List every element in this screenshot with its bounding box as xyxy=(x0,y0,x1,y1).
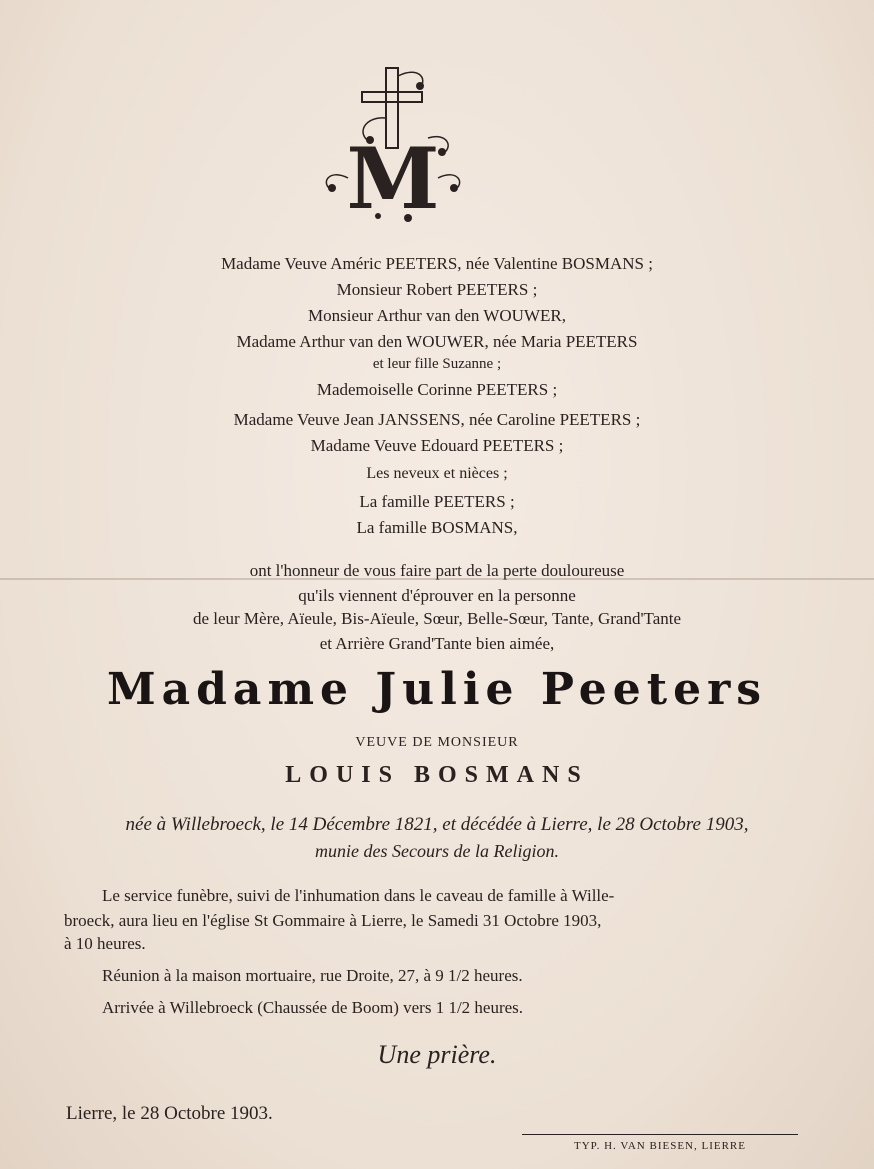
family-line: et leur fille Suzanne ; xyxy=(372,356,502,372)
announcement-line: qu'ils viennent d'éprouver en la personne xyxy=(298,586,576,605)
family-line: Madame Arthur van den WOUWER, née Maria PEETERS xyxy=(236,332,638,351)
arrival-line: Arrivée à Willebroeck (Chaussée de Boom) vers 1 1/2 heures. xyxy=(102,998,524,1017)
cross-monogram-emblem xyxy=(308,58,478,228)
printer-imprint: TYP. H. VAN BIESEN, LIERRE xyxy=(574,1140,746,1152)
family-line: Madame Veuve Jean JANSSENS, née Caroline PEETERS ; xyxy=(233,410,641,429)
family-line: Madame Veuve Améric PEETERS, née Valentine BOSMANS ; xyxy=(221,254,653,273)
announcement-line: et Arrière Grand'Tante bien aimée, xyxy=(319,634,555,653)
birth-death-line: née à Willebroeck, le 14 Décembre 1821, et décédée à Lierre, le 28 Octobre 1903, xyxy=(125,814,749,835)
family-line: Mademoiselle Corinne PEETERS ; xyxy=(316,380,558,399)
announcement-line: de leur Mère, Aïeule, Bis-Aïeule, Sœur, Belle-Sœur, Tante, Grand'Tante xyxy=(192,609,682,628)
service-line: Le service funèbre, suivi de l'inhumation dans le caveau de famille à Wille- xyxy=(102,886,615,905)
widow-of-label: VEUVE DE MONSIEUR xyxy=(355,735,519,750)
family-line: Les neveux et nièces ; xyxy=(366,465,508,482)
announcement-line: ont l'honneur de vous faire part de la perte douloureuse xyxy=(249,561,625,580)
husband-name: LOUIS BOSMANS xyxy=(285,762,589,788)
monogram-letter: M xyxy=(346,129,440,228)
sacraments-line: munie des Secours de la Religion. xyxy=(315,841,559,861)
place-date: Lierre, le 28 Octobre 1903. xyxy=(66,1103,273,1124)
service-line: broeck, aura lieu en l'église St Gommaire à Lierre, le Samedi 31 Octobre 1903, xyxy=(64,911,602,930)
prayer-line: Une prière. xyxy=(377,1040,497,1069)
deceased-name: Madame Julie Peeters xyxy=(106,664,768,715)
family-line: Monsieur Robert PEETERS ; xyxy=(336,280,538,299)
family-line: Madame Veuve Edouard PEETERS ; xyxy=(310,436,564,455)
service-line: à 10 heures. xyxy=(64,934,146,953)
family-line: Monsieur Arthur van den WOUWER, xyxy=(308,306,566,325)
family-line: La famille PEETERS ; xyxy=(359,492,515,511)
reunion-line: Réunion à la maison mortuaire, rue Droite, 27, à 9 1/2 heures. xyxy=(102,966,523,985)
family-line: La famille BOSMANS, xyxy=(356,518,518,537)
printer-rule xyxy=(522,1134,798,1135)
